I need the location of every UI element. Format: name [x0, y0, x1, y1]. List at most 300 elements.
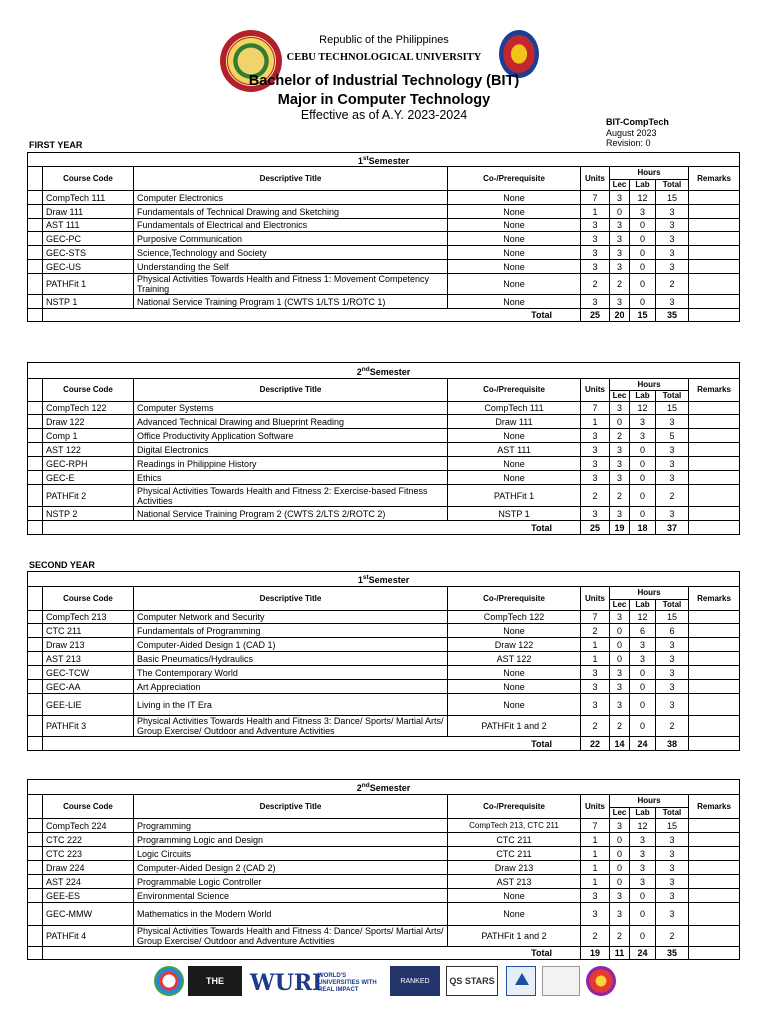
course-title: Computer Network and Security — [134, 611, 448, 624]
course-total-hours: 5 — [656, 429, 689, 443]
course-remarks — [689, 260, 740, 274]
course-lab: 0 — [630, 457, 656, 471]
course-remarks — [689, 716, 740, 737]
semester-table — [27, 152, 740, 322]
header-hours: Hours — [610, 379, 689, 391]
total-remarks — [689, 521, 740, 535]
row-spacer-cell — [28, 309, 43, 322]
course-prerequisite: PATHFit 1 and 2 — [448, 716, 581, 737]
header-remarks: Remarks — [689, 795, 740, 819]
course-remarks — [689, 694, 740, 716]
course-units: 1 — [581, 638, 610, 652]
course-code: PATHFit 3 — [43, 716, 134, 737]
header-total: Total — [656, 600, 689, 611]
course-code: GEC-PC — [43, 232, 134, 246]
course-title: Computer-Aided Design 1 (CAD 1) — [134, 638, 448, 652]
course-title: National Service Training Program 2 (CWTS 2/LTS 2/ROTC 2) — [134, 507, 448, 521]
course-units: 3 — [581, 471, 610, 485]
course-prerequisite: None — [448, 666, 581, 680]
course-lec: 0 — [610, 861, 630, 875]
course-row — [28, 402, 740, 415]
row-spacer-cell — [28, 833, 43, 847]
course-units: 2 — [581, 274, 610, 295]
course-lab: 3 — [630, 847, 656, 861]
header-descriptive-title: Descriptive Title — [134, 167, 448, 191]
course-lec: 0 — [610, 847, 630, 861]
semester-number: 1 — [357, 155, 363, 166]
doc-date: August 2023 — [606, 127, 657, 138]
course-lec: 0 — [610, 652, 630, 666]
semester-table — [27, 779, 740, 960]
course-code: GEC-TCW — [43, 666, 134, 680]
course-remarks — [689, 652, 740, 666]
course-remarks — [689, 680, 740, 694]
row-spacer-cell — [28, 847, 43, 861]
course-row — [28, 680, 740, 694]
header-prerequisite: Co-/Prerequisite — [448, 795, 581, 819]
course-lab: 3 — [630, 875, 656, 889]
course-total-hours: 3 — [656, 507, 689, 521]
course-title: Living in the IT Era — [134, 694, 448, 716]
header-descriptive-title: Descriptive Title — [134, 587, 448, 611]
major-title: Major in Computer Technology — [277, 92, 491, 108]
semester-word: Semester — [369, 366, 411, 377]
course-code: Draw 224 — [43, 861, 134, 875]
course-prerequisite: CompTech 122 — [448, 611, 581, 624]
course-lab: 3 — [630, 429, 656, 443]
course-code: GEC-MMW — [43, 903, 134, 926]
header-units: Units — [581, 379, 610, 402]
header-total: Total — [656, 180, 689, 191]
semester-total-row — [28, 309, 740, 322]
course-remarks — [689, 624, 740, 638]
course-lab: 0 — [630, 485, 656, 507]
course-lab: 0 — [630, 926, 656, 947]
course-remarks — [689, 191, 740, 205]
course-prerequisite: AST 122 — [448, 652, 581, 666]
row-spacer-cell — [28, 947, 43, 960]
course-prerequisite: CompTech 213, CTC 211 — [448, 819, 581, 833]
header-hours: Hours — [610, 587, 689, 600]
total-lec: 19 — [610, 521, 630, 535]
course-lab: 0 — [630, 889, 656, 903]
total-hours: 35 — [656, 309, 689, 322]
total-lab: 24 — [630, 737, 656, 751]
row-spacer-cell — [28, 402, 43, 415]
row-spacer-cell — [28, 232, 43, 246]
course-prerequisite: None — [448, 903, 581, 926]
semester-table — [27, 362, 740, 535]
course-prerequisite: CompTech 111 — [448, 402, 581, 415]
course-lec: 3 — [610, 611, 630, 624]
course-code: GEE-ES — [43, 889, 134, 903]
course-remarks — [689, 507, 740, 521]
total-units: 25 — [581, 309, 610, 322]
course-row — [28, 624, 740, 638]
total-label: Total — [43, 737, 581, 751]
course-prerequisite: CTC 211 — [448, 833, 581, 847]
course-lab: 12 — [630, 402, 656, 415]
course-lec: 2 — [610, 926, 630, 947]
course-title: Fundamentals of Electrical and Electronics — [134, 219, 448, 232]
course-units: 3 — [581, 666, 610, 680]
course-code: CTC 211 — [43, 624, 134, 638]
course-units: 3 — [581, 903, 610, 926]
course-row — [28, 232, 740, 246]
course-title: Computer-Aided Design 2 (CAD 2) — [134, 861, 448, 875]
course-code: CTC 223 — [43, 847, 134, 861]
semester-ordinal: nd — [361, 782, 370, 789]
course-lab: 0 — [630, 666, 656, 680]
sdg-circle-logo — [154, 966, 184, 996]
row-spacer-cell — [28, 485, 43, 507]
header-course-code: Course Code — [43, 379, 134, 402]
semester-total-row — [28, 521, 740, 535]
effective-date: Effective as of A.Y. 2023-2024 — [300, 108, 468, 122]
header-prerequisite: Co-/Prerequisite — [448, 587, 581, 611]
course-lab: 0 — [630, 260, 656, 274]
semester-word: Semester — [368, 155, 410, 166]
course-title: Ethics — [134, 471, 448, 485]
course-row — [28, 471, 740, 485]
course-row — [28, 652, 740, 666]
course-title: Fundamentals of Technical Drawing and Sketching — [134, 205, 448, 219]
course-remarks — [689, 246, 740, 260]
course-total-hours: 3 — [656, 680, 689, 694]
course-units: 3 — [581, 246, 610, 260]
semester-ordinal: st — [362, 574, 369, 581]
header-remarks: Remarks — [689, 167, 740, 191]
course-title: The Contemporary World — [134, 666, 448, 680]
course-total-hours: 3 — [656, 861, 689, 875]
header-lec: Lec — [610, 808, 630, 819]
header-lab: Lab — [630, 180, 656, 191]
course-total-hours: 3 — [656, 232, 689, 246]
course-prerequisite: None — [448, 232, 581, 246]
doc-code: BIT-CompTech — [606, 117, 669, 127]
row-spacer-cell — [28, 926, 43, 947]
course-prerequisite: None — [448, 260, 581, 274]
course-prerequisite: None — [448, 889, 581, 903]
course-total-hours: 3 — [656, 903, 689, 926]
course-units: 3 — [581, 260, 610, 274]
course-lec: 3 — [610, 443, 630, 457]
course-title: Logic Circuits — [134, 847, 448, 861]
course-lec: 3 — [610, 295, 630, 309]
course-total-hours: 3 — [656, 246, 689, 260]
course-lec: 3 — [610, 507, 630, 521]
course-row — [28, 457, 740, 471]
course-remarks — [689, 889, 740, 903]
course-lec: 3 — [610, 402, 630, 415]
course-code: GEC-E — [43, 471, 134, 485]
course-remarks — [689, 833, 740, 847]
semester-ordinal: st — [362, 154, 369, 162]
semester-total-row — [28, 737, 740, 751]
course-remarks — [689, 295, 740, 309]
course-total-hours: 3 — [656, 415, 689, 429]
course-title: Art Appreciation — [134, 680, 448, 694]
course-remarks — [689, 402, 740, 415]
header-course-code: Course Code — [43, 167, 134, 191]
course-code: CTC 222 — [43, 833, 134, 847]
course-title: Understanding the Self — [134, 260, 448, 274]
course-row — [28, 295, 740, 309]
row-spacer-cell — [28, 694, 43, 716]
course-code: AST 224 — [43, 875, 134, 889]
course-code: PATHFit 2 — [43, 485, 134, 507]
course-remarks — [689, 205, 740, 219]
course-lec: 3 — [610, 246, 630, 260]
course-title: Programmable Logic Controller — [134, 875, 448, 889]
header-prerequisite: Co-/Prerequisite — [448, 379, 581, 402]
course-lab: 0 — [630, 295, 656, 309]
row-spacer-cell — [28, 260, 43, 274]
university-name: CEBU TECHNOLOGICAL UNIVERSITY — [286, 52, 482, 63]
course-row — [28, 246, 740, 260]
course-lec: 0 — [610, 624, 630, 638]
course-total-hours: 15 — [656, 191, 689, 205]
course-units: 7 — [581, 819, 610, 833]
blank-header-cell — [28, 167, 43, 191]
course-units: 3 — [581, 232, 610, 246]
course-prerequisite: None — [448, 205, 581, 219]
course-lec: 2 — [610, 274, 630, 295]
course-title: Advanced Technical Drawing and Blueprint Reading — [134, 415, 448, 429]
row-spacer-cell — [28, 521, 43, 535]
row-spacer-cell — [28, 652, 43, 666]
course-lab: 12 — [630, 191, 656, 205]
row-spacer-cell — [28, 875, 43, 889]
course-total-hours: 3 — [656, 295, 689, 309]
course-row — [28, 833, 740, 847]
row-spacer-cell — [28, 295, 43, 309]
header-remarks: Remarks — [689, 587, 740, 611]
course-title: Computer Electronics — [134, 191, 448, 205]
course-units: 2 — [581, 624, 610, 638]
total-lec: 11 — [610, 947, 630, 960]
course-title: National Service Training Program 1 (CWTS 1/LTS 1/ROTC 1) — [134, 295, 448, 309]
program-title: Bachelor of Industrial Technology (BIT) — [248, 73, 520, 89]
course-units: 1 — [581, 415, 610, 429]
course-row — [28, 638, 740, 652]
course-lab: 0 — [630, 680, 656, 694]
row-spacer-cell — [28, 507, 43, 521]
semester-table — [27, 571, 740, 751]
course-total-hours: 2 — [656, 926, 689, 947]
header-hours: Hours — [610, 167, 689, 180]
course-prerequisite: None — [448, 457, 581, 471]
doc-revision: Revision: 0 — [606, 138, 651, 148]
course-remarks — [689, 485, 740, 507]
management-system-cert-logo — [542, 966, 580, 996]
course-lab: 0 — [630, 232, 656, 246]
course-prerequisite: AST 213 — [448, 875, 581, 889]
course-row — [28, 260, 740, 274]
course-units: 7 — [581, 611, 610, 624]
total-hours: 35 — [656, 947, 689, 960]
course-title: Computer Systems — [134, 402, 448, 415]
course-code: Draw 213 — [43, 638, 134, 652]
course-total-hours: 2 — [656, 274, 689, 295]
total-label: Total — [43, 309, 581, 322]
course-title: Science,Technology and Society — [134, 246, 448, 260]
course-code: PATHFit 1 — [43, 274, 134, 295]
row-spacer-cell — [28, 716, 43, 737]
row-spacer-cell — [28, 624, 43, 638]
course-lec: 3 — [610, 903, 630, 926]
row-spacer-cell — [28, 415, 43, 429]
course-title: Office Productivity Application Software — [134, 429, 448, 443]
course-lab: 0 — [630, 471, 656, 485]
total-lab: 15 — [630, 309, 656, 322]
course-remarks — [689, 847, 740, 861]
course-units: 3 — [581, 694, 610, 716]
semester-title — [28, 780, 740, 795]
course-units: 3 — [581, 457, 610, 471]
course-title: Physical Activities Towards Health and Fitness 3: Dance/ Sports/ Martial Arts/ Group Exercise/ Outdoor and Adventure Activities — [134, 716, 448, 737]
course-remarks — [689, 429, 740, 443]
blank-header-cell — [28, 379, 43, 402]
course-title: Environmental Science — [134, 889, 448, 903]
course-total-hours: 3 — [656, 457, 689, 471]
course-units: 3 — [581, 443, 610, 457]
course-total-hours: 3 — [656, 889, 689, 903]
header-lec: Lec — [610, 180, 630, 191]
course-lec: 3 — [610, 680, 630, 694]
course-row — [28, 889, 740, 903]
total-units: 25 — [581, 521, 610, 535]
course-code: GEC-RPH — [43, 457, 134, 471]
course-code: AST 122 — [43, 443, 134, 457]
course-units: 1 — [581, 861, 610, 875]
header-remarks: Remarks — [689, 379, 740, 402]
course-title: Fundamentals of Programming — [134, 624, 448, 638]
course-units: 3 — [581, 219, 610, 232]
total-remarks — [689, 737, 740, 751]
semester-word: Semester — [369, 783, 411, 793]
row-spacer-cell — [28, 443, 43, 457]
accreditation-seal-logo — [586, 966, 616, 996]
semester-title — [28, 153, 740, 167]
course-code: AST 111 — [43, 219, 134, 232]
course-remarks — [689, 819, 740, 833]
course-row — [28, 274, 740, 295]
row-spacer-cell — [28, 205, 43, 219]
course-lab: 0 — [630, 274, 656, 295]
header-units: Units — [581, 795, 610, 819]
course-row — [28, 443, 740, 457]
row-spacer-cell — [28, 819, 43, 833]
course-row — [28, 861, 740, 875]
row-spacer-cell — [28, 191, 43, 205]
course-remarks — [689, 219, 740, 232]
total-lab: 24 — [630, 947, 656, 960]
row-spacer-cell — [28, 903, 43, 926]
course-lec: 3 — [610, 219, 630, 232]
course-code: NSTP 1 — [43, 295, 134, 309]
course-code: GEC-AA — [43, 680, 134, 694]
semester-title — [28, 363, 740, 379]
course-lab: 0 — [630, 219, 656, 232]
course-units: 7 — [581, 191, 610, 205]
course-title: Programming Logic and Design — [134, 833, 448, 847]
course-prerequisite: None — [448, 295, 581, 309]
the-impact-logo: THE — [188, 966, 242, 996]
course-lab: 3 — [630, 861, 656, 875]
course-total-hours: 3 — [656, 847, 689, 861]
course-prerequisite: NSTP 1 — [448, 507, 581, 521]
course-row — [28, 507, 740, 521]
row-spacer-cell — [28, 471, 43, 485]
header-prerequisite: Co-/Prerequisite — [448, 167, 581, 191]
total-units: 19 — [581, 947, 610, 960]
course-prerequisite: None — [448, 694, 581, 716]
course-total-hours: 3 — [656, 638, 689, 652]
total-lab: 18 — [630, 521, 656, 535]
course-lab: 0 — [630, 716, 656, 737]
course-title: Digital Electronics — [134, 443, 448, 457]
course-lab: 3 — [630, 833, 656, 847]
header-hours: Hours — [610, 795, 689, 808]
course-prerequisite: CTC 211 — [448, 847, 581, 861]
header-units: Units — [581, 587, 610, 611]
course-lec: 3 — [610, 260, 630, 274]
course-row — [28, 429, 740, 443]
course-code: GEE-LIE — [43, 694, 134, 716]
course-prerequisite: None — [448, 246, 581, 260]
republic-label: Republic of the Philippines — [319, 34, 449, 46]
course-prerequisite: None — [448, 680, 581, 694]
course-lab: 3 — [630, 415, 656, 429]
course-lec: 0 — [610, 833, 630, 847]
course-lab: 0 — [630, 443, 656, 457]
course-lec: 2 — [610, 485, 630, 507]
total-label: Total — [43, 521, 581, 535]
total-remarks — [689, 309, 740, 322]
course-units: 2 — [581, 716, 610, 737]
course-prerequisite: None — [448, 624, 581, 638]
course-lec: 3 — [610, 819, 630, 833]
course-prerequisite: None — [448, 274, 581, 295]
row-spacer-cell — [28, 429, 43, 443]
course-prerequisite: None — [448, 471, 581, 485]
course-lab: 12 — [630, 611, 656, 624]
row-spacer-cell — [28, 889, 43, 903]
course-remarks — [689, 232, 740, 246]
row-spacer-cell — [28, 680, 43, 694]
course-code: Comp 1 — [43, 429, 134, 443]
semester-word: Semester — [368, 575, 410, 585]
course-total-hours: 2 — [656, 485, 689, 507]
course-lec: 3 — [610, 232, 630, 246]
course-row — [28, 191, 740, 205]
course-units: 7 — [581, 402, 610, 415]
course-row — [28, 694, 740, 716]
course-title: Readings in Philippine History — [134, 457, 448, 471]
course-lab: 6 — [630, 624, 656, 638]
course-code: NSTP 2 — [43, 507, 134, 521]
row-spacer-cell — [28, 666, 43, 680]
course-lec: 3 — [610, 191, 630, 205]
course-prerequisite: Draw 213 — [448, 861, 581, 875]
tuv-certified-logo — [506, 966, 536, 996]
course-row — [28, 819, 740, 833]
semester-number: 2 — [356, 366, 362, 377]
row-spacer-cell — [28, 861, 43, 875]
course-title: Physical Activities Towards Health and Fitness 2: Exercise-based Fitness Activities — [134, 485, 448, 507]
course-remarks — [689, 415, 740, 429]
